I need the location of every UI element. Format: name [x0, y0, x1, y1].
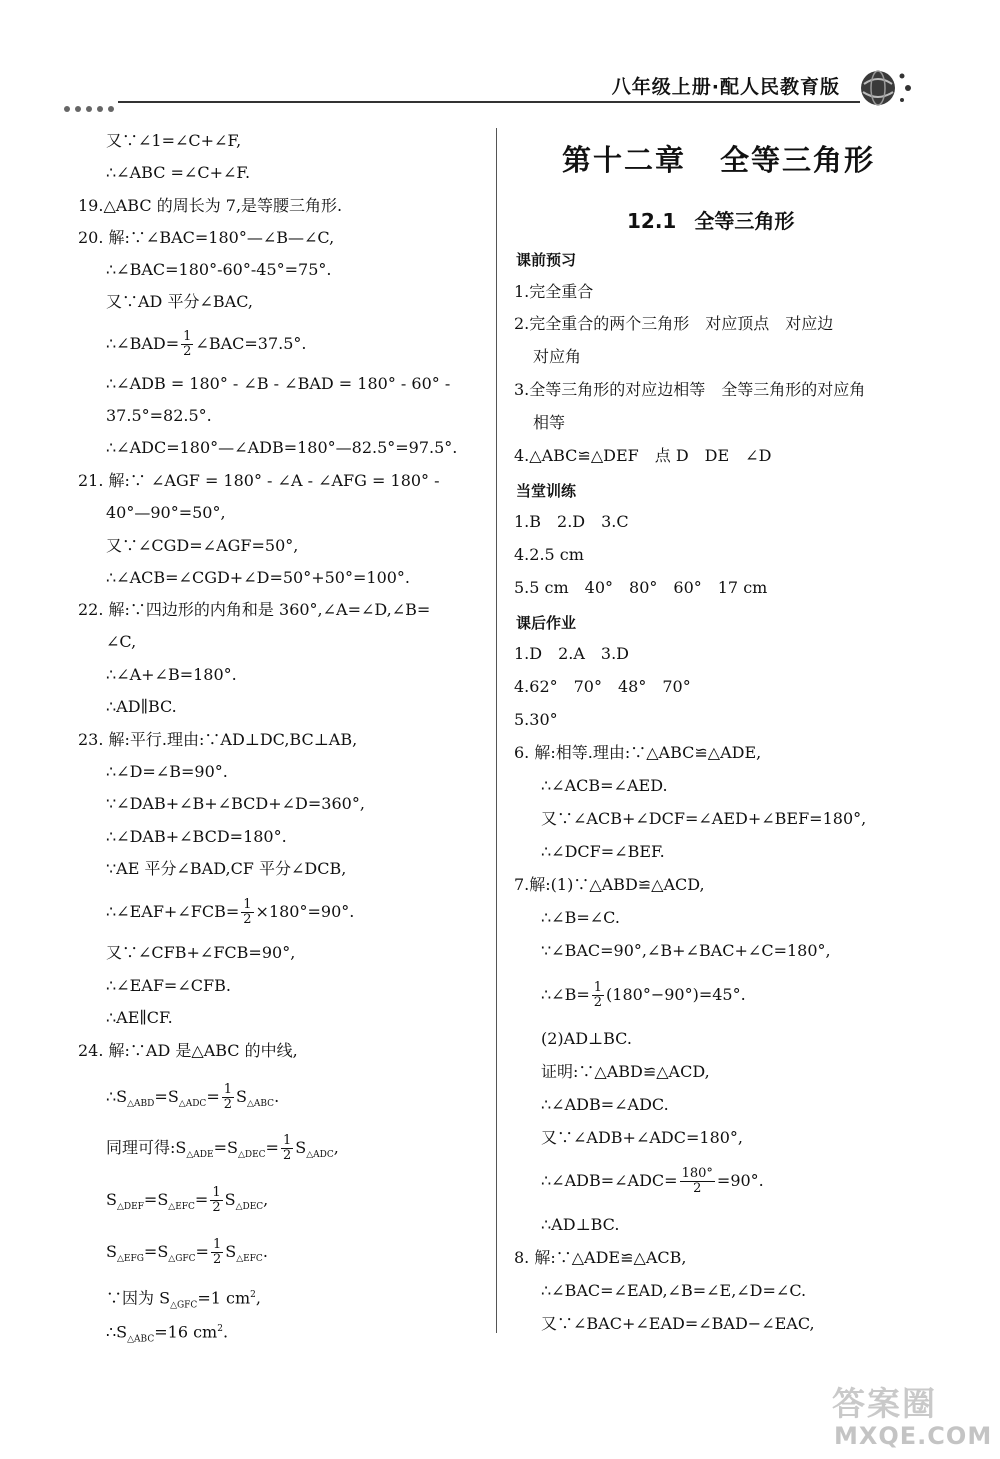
left-line-26: ∴∠EAF=∠CFB. [106, 976, 231, 995]
right-line-7: 1.B 2.D 3.C [514, 512, 629, 531]
right-line-29: 又∵∠BAC+∠EAD=∠BAD−∠EAC, [541, 1314, 815, 1333]
left-line-33: ∵因为 $S_{\triangle GFC}=1$ $cm^2$, [106, 1288, 261, 1311]
right-line-19: ∵∠BAC=90°,∠B+∠BAC+∠C=180°, [541, 941, 831, 960]
subhead-preview: 课前预习 [516, 251, 577, 269]
right-line-17: 7.解:(1)∵△ABD≌△ACD, [514, 875, 705, 894]
left-line-3: 19.△ABC 的周长为 7,是等腰三角形. [78, 196, 343, 215]
right-line-23: ∴∠ADB=∠ADC. [541, 1095, 669, 1114]
right-line-12: 5.30° [514, 710, 558, 729]
left-line-14: ∴∠ACB=∠CGD+∠D=50°+50°=100°. [106, 568, 411, 587]
left-line-21: ∵∠DAB+∠B+∠BCD+∠D=360°, [106, 794, 365, 813]
left-line-11: 21. 解:∵ ∠AGF = 180° - ∠A - ∠AFG = 180° - [78, 471, 440, 490]
right-line-9: 5.5 cm 40° 80° 60° 17 cm [514, 578, 768, 597]
right-line-22: 证明:∵△ABD≌△ACD, [541, 1062, 710, 1081]
fraction-half: $\frac{1}{2}$ [593, 980, 603, 1010]
left-line-7-a: ∴∠BAD= [106, 334, 180, 353]
right-line-5: 相等 [533, 413, 566, 432]
left-line-8: ∴∠ADB = 180° - ∠B - ∠BAD = 180° - 60° - [106, 374, 451, 393]
left-line-22: ∴∠DAB+∠BCD=180°. [106, 827, 287, 846]
fraction-half: $\frac{1}{2}$ [223, 1082, 232, 1112]
left-line-15: 22. 解:∵四边形的内角和是 360°,∠A=∠D,∠B= [78, 600, 431, 619]
chapter-title: 第十二章 全等三角形 [562, 143, 876, 177]
right-line-16: ∴∠DCF=∠BEF. [541, 842, 665, 861]
section-title: 12.1 全等三角形 [627, 209, 795, 233]
left-line-28: 24. 解:∵AD 是△ABC 的中线, [78, 1041, 298, 1060]
right-line-20: ∴∠B= $\frac{1}{2}$ (180°−90°)=45°. [541, 980, 746, 1010]
right-line-28: ∴∠BAC=∠EAD,∠B=∠E,∠D=∠C. [541, 1281, 807, 1300]
right-line-2: 2.完全重合的两个三角形 对应顶点 对应边 [514, 314, 834, 333]
right-line-14: ∴∠ACB=∠AED. [541, 776, 668, 795]
left-line-23: ∵AE 平分∠BAD,CF 平分∠DCB, [106, 859, 347, 878]
left-line-4: 20. 解:∵∠BAC=180°—∠B—∠C, [78, 228, 335, 247]
column-divider [496, 128, 497, 1333]
fraction-half: $\frac{1}{2}$ [212, 1185, 221, 1215]
left-line-30: 同理可得$:S_{\triangle ADE}=S_{\triangle DEC}=$ $\frac{1}{2}$ $S_{\triangle ADC}$, [106, 1133, 339, 1163]
fraction-half: $\frac{1}{2}$ [243, 897, 252, 927]
left-line-12: 40°—90°=50°, [106, 503, 226, 522]
right-line-13: 6. 解:相等.理由:∵△ABC≌△ADE, [514, 743, 762, 762]
header-rule [118, 101, 860, 103]
left-line-32: $S_{\triangle EFG}=S_{\triangle GFC}=$ $\frac{1}{2}$ $S_{\triangle EFC}$. [106, 1237, 268, 1267]
left-line-7 [106, 330, 307, 359]
right-line-26: ∴AD⊥BC. [541, 1215, 620, 1234]
left-line-16: ∠C, [106, 632, 137, 651]
right-line-6: 4.△ABC≌△DEF 点 D DE ∠D [514, 446, 772, 465]
right-line-3: 对应角 [533, 347, 582, 366]
left-line-29: $\therefore S_{\triangle ABD}=S_{\triangle ADC}=$ $\frac{1}{2}$ $S_{\triangle ABC}$. [106, 1082, 280, 1112]
watermark-url: MXQE.COM [834, 1422, 993, 1450]
fraction-half: $\frac{1}{2}$ [212, 1237, 222, 1267]
left-line-17: ∴∠A+∠B=180°. [106, 665, 237, 684]
left-line-1: 又∵∠1=∠C+∠F, [106, 131, 242, 150]
left-line-13: 又∵∠CGD=∠AGF=50°, [106, 536, 299, 555]
left-line-31: $S_{\triangle DEF}=S_{\triangle EFC}=$ $\frac{1}{2}$ $S_{\triangle DEC}$, [106, 1185, 269, 1215]
left-line-34: $\therefore S_{\triangle ABC}=16$ $cm^2$. [106, 1322, 229, 1345]
left-line-18: ∴AD∥BC. [106, 697, 177, 716]
right-line-4: 3.全等三角形的对应边相等 全等三角形的对应角 [514, 380, 866, 399]
left-line-24: ∴∠EAF+∠FCB= $\frac{1}{2}$ ×180°=90°. [106, 897, 355, 927]
right-line-25: ∴∠ADB=∠ADC= $\frac{180^\circ}{2}$ =90°. [541, 1166, 764, 1196]
right-line-21: (2)AD⊥BC. [541, 1029, 632, 1048]
right-line-11: 4.62° 70° 48° 70° [514, 677, 691, 696]
right-line-1: 1.完全重合 [514, 282, 594, 301]
right-line-18: ∴∠B=∠C. [541, 908, 620, 927]
running-header-title: 八年级上册·配人民教育版 [611, 76, 840, 98]
right-line-8: 4.2.5 cm [514, 545, 584, 564]
subhead-classroom: 当堂训练 [516, 482, 577, 500]
right-line-15: 又∵∠ACB+∠DCF=∠AED+∠BEF=180°, [541, 809, 867, 828]
left-line-25: 又∵∠CFB+∠FCB=90°, [106, 943, 296, 962]
left-line-10: ∴∠ADC=180°—∠ADB=180°—82.5°=97.5°. [106, 438, 458, 457]
watermark-logo-text: 答案圈 [832, 1384, 937, 1423]
right-line-10: 1.D 2.A 3.D [514, 644, 630, 663]
left-line-7-b: ∠BAC=37.5°. [195, 334, 307, 353]
subhead-homework: 课后作业 [516, 614, 577, 632]
fraction-half: $\frac{1}{2}$ [183, 329, 192, 359]
left-line-20: ∴∠D=∠B=90°. [106, 762, 228, 781]
fraction-half: $\frac{1}{2}$ [282, 1133, 292, 1163]
left-line-27: ∴AE∥CF. [106, 1008, 173, 1027]
watermark [832, 1378, 993, 1453]
right-line-24: 又∵∠ADB+∠ADC=180°, [541, 1128, 744, 1147]
left-line-19: 23. 解:平行.理由:∵AD⊥DC,BC⊥AB, [78, 730, 358, 749]
header-dots [64, 97, 119, 107]
header-globe-icon [856, 66, 916, 110]
left-line-2: ∴∠ABC =∠C+∠F. [106, 163, 251, 182]
right-line-27: 8. 解:∵△ADE≌△ACB, [514, 1248, 687, 1267]
left-line-9: 37.5°=82.5°. [106, 406, 212, 425]
left-line-6: 又∵AD 平分∠BAC, [106, 292, 253, 311]
left-line-5: ∴∠BAC=180°-60°-45°=75°. [106, 260, 332, 279]
fraction-180-over-2: $\frac{180^\circ}{2}$ [681, 1166, 713, 1196]
